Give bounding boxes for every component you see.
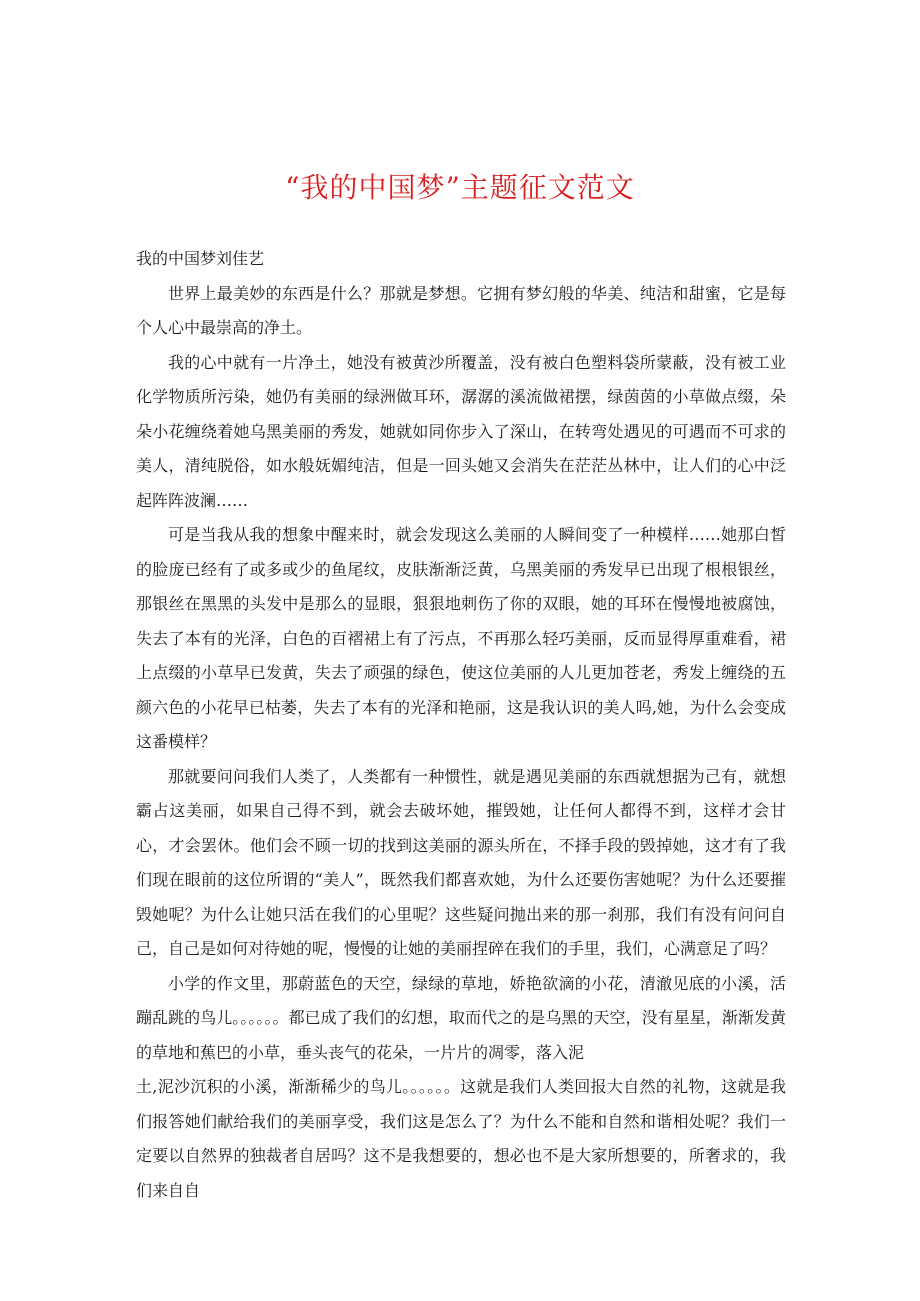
paragraph-2: 我的心中就有一片净土，她没有被黄沙所覆盖，没有被白色塑料袋所蒙蔽，没有被工业化学物质所污染，她仍有美丽的绿洲做耳环，潺潺的溪流做裙摆，绿茵茵的小草做点缀，朵朵小花缠绕着她乌黑美丽的秀发，她就如同你步入了深山，在转弯处遇见的可遇而不可求的美人，清纯脱俗，如水般妩媚纯洁，但是一回头她又会消失在茫茫丛林中，让人们的心中泛起阵阵波澜…… bbox=[136, 352, 786, 510]
paragraph-3: 可是当我从我的想象中醒来时，就会发现这么美丽的人瞬间变了一种模样……她那白皙的脸庞已经有了或多或少的鱼尾纹，皮肤渐渐泛黄，乌黑美丽的秀发早已出现了根根银丝，那银丝在黑黑的头发中是那么的显眼，狠狠地刺伤了你的双眼，她的耳环在慢慢地被腐蚀，失去了本有的光泽，白色的百褶裙上有了污点，不再那么轻巧美丽，反而显得厚重难看，裙上点缀的小草早已发黄，失去了顽强的绿色，使这位美丽的人儿更加苍老，秀发上缠绕的五颜六色的小花早已枯萎，失去了本有的光泽和艳丽，这是我认识的美人吗,她，为什么会变成这番模样？ bbox=[136, 525, 786, 751]
document-body bbox=[136, 242, 786, 1208]
paragraph-6: 土,泥沙沉积的小溪，渐渐稀少的鸟儿。。。。。。这就是我们人类回报大自然的礼物，这就是我们报答她们献给我们的美丽享受，我们这是怎么了？为什么不能和自然和谐相处呢？我们一定要以自然界的独裁者自居吗？这不是我想要的，想必也不是大家所想要的，所奢求的，我们来自自 bbox=[136, 1077, 786, 1200]
paragraph-4: 那就要问问我们人类了，人类都有一种惯性，就是遇见美丽的东西就想据为己有，就想霸占这美丽，如果自己得不到，就会去破坏她，摧毁她，让任何人都得不到，这样才会甘心，才会罢休。他们会不顾一切的找到这美丽的源头所在，不择手段的毁掉她，这才有了我们现在眼前的这位所谓的“美人”，既然我们都喜欢她，为什么还要伤害她呢？为什么还要摧毁她呢？为什么让她只活在我们的心里呢？这些疑问抛出来的那一刹那，我们有没有问问自己，自己是如何对待她的呢，慢慢的让她的美丽捏碎在我们的手里，我们，心满意足了吗？ bbox=[136, 766, 786, 958]
byline: 我的中国梦刘佳艺 bbox=[136, 249, 265, 268]
paragraph-5: 小学的作文里，那蔚蓝色的天空，绿绿的草地，娇艳欲滴的小花，清澈见底的小溪，活蹦乱跳的鸟儿。。。。。。都已成了我们的幻想，取而代之的是乌黑的天空，没有星星，渐渐发黄的草地和蕉巴的小草，垂头丧气的花朵，一片片的凋零，落入泥 bbox=[136, 973, 786, 1062]
paragraph-1: 世界上最美妙的东西是什么？那就是梦想。它拥有梦幻般的华美、纯洁和甜蜜，它是每个人心中最崇高的净土。 bbox=[136, 283, 786, 337]
document-title: “我的中国梦”主题征文范文 bbox=[285, 171, 635, 204]
